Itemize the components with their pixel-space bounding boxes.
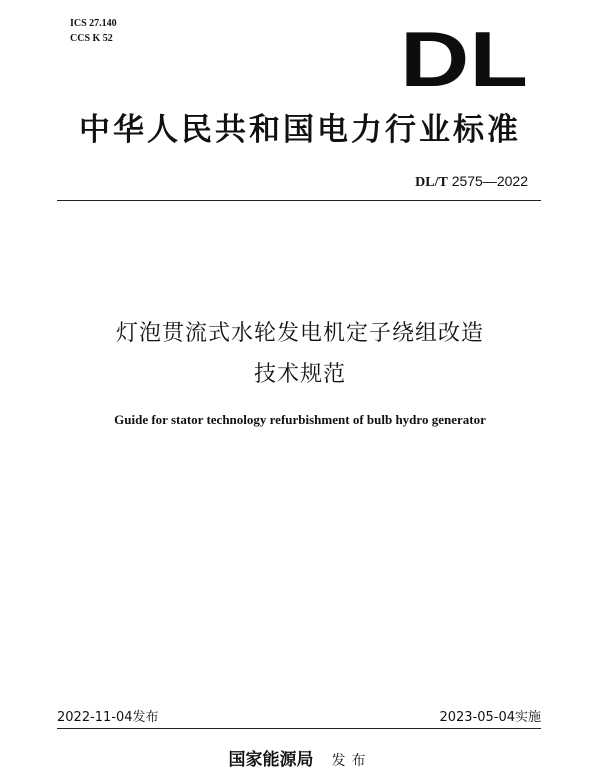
standard-number xyxy=(415,173,528,191)
english-title: Guide for stator technology refurbishment of bulb hydro generator xyxy=(114,412,486,427)
dl-logo xyxy=(398,28,530,88)
ccs-code: CCS K 52 xyxy=(70,33,113,44)
standard-number-prefix: DL/T xyxy=(415,175,448,190)
footer-divider xyxy=(57,728,541,729)
ics-code: ICS 27.140 xyxy=(70,18,117,29)
chinese-title-line1: 灯泡贯流式水轮发电机定子绕组改造 xyxy=(115,321,484,346)
standard-number-value: 2575—2022 xyxy=(451,173,528,189)
chinese-title-line2: 技术规范 xyxy=(253,362,346,387)
implementation-date: 2023-05-04实施 xyxy=(439,710,541,725)
issuer-name: 国家能源局 xyxy=(228,750,314,770)
standard-category-title: 中华人民共和国电力行业标准 xyxy=(79,112,521,148)
header-divider xyxy=(57,200,541,201)
issuing-authority xyxy=(0,745,600,770)
issue-date: 2022-11-04发布 xyxy=(57,710,159,725)
classification-codes xyxy=(70,16,117,46)
dl-logo-text: DL xyxy=(400,28,528,88)
issuer-action: 发布 xyxy=(331,753,372,769)
